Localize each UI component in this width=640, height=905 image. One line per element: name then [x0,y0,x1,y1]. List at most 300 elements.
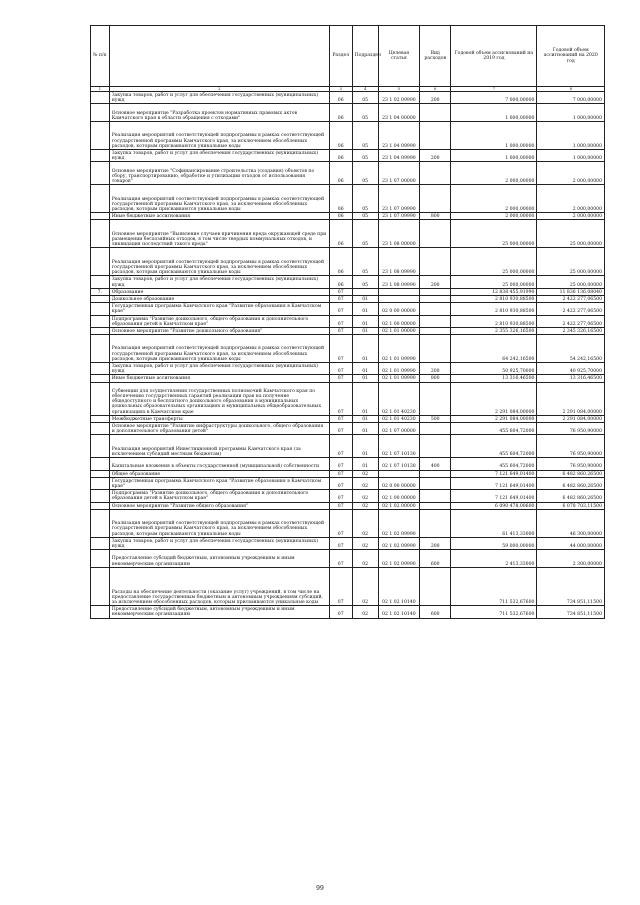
row-value-2020: 11 836 136,08040 [537,288,605,295]
row-vr [420,248,451,276]
row-vr: 200 [420,276,451,288]
row-podrazdel: 01 [352,303,378,315]
row-razdel: 07 [329,327,352,334]
row-vr [420,220,451,248]
row-csr: 02 0 00 00000 [378,303,420,315]
row-number [91,295,110,302]
row-name: Субвенции для осуществления государственных полномочий Камчатского края по обеспечению государственных гарантий реализации прав на получение общедоступного и бесплатного дошкольного образования в муниципальных дошкольных образовательных организациях и муниципальных общеобразовательных организациях в Камчатском крае [109,382,329,415]
row-value-2020: 2 422 277,06500 [537,295,605,302]
row-name: Образование [109,288,329,295]
row-number [91,220,110,248]
col-index: 3 [329,87,352,92]
row-number [91,567,110,605]
row-number [91,303,110,315]
row-csr: 02 1 02 00000 [378,502,420,509]
table-row [91,288,605,295]
row-vr [420,295,451,302]
row-value-2020: 40 925,70000 [537,363,605,375]
row-name: Подпрограмма "Развитие дошкольного, общего образования и дополнительного образования детей в Камчатском крае" [109,490,329,502]
row-value-2019: 25 000,00000 [451,248,537,276]
row-name: Межбюджетные трансферты [109,415,329,422]
row-vr [420,567,451,605]
row-razdel: 07 [329,477,352,489]
row-number [91,162,110,185]
row-number [91,276,110,288]
row-razdel: 07 [329,490,352,502]
row-podrazdel: 05 [352,121,378,149]
row-csr: 23 1 08 09990 [378,248,420,276]
row-csr: 23 1 07 09990 [378,185,420,213]
row-number [91,458,110,470]
table-row [91,550,605,568]
row-vr [420,470,451,477]
table-row [91,185,605,213]
row-number [91,121,110,149]
table-row [91,502,605,509]
table-row [91,149,605,161]
row-csr: 23 1 02 09990 [378,92,420,104]
row-csr: 02 1 00 00000 [378,315,420,327]
table-row [91,276,605,288]
row-name: Основное мероприятие "Развитие дошкольного образования" [109,327,329,334]
row-name: Реализация мероприятий соответствующей подпрограммы в рамках соответствующей государственной программы Камчатского края, за исключением обособленных расходов, которым присваиваются уникальные коды [109,509,329,537]
row-razdel: 07 [329,303,352,315]
row-number [91,335,110,363]
row-value-2019: 25 000,00000 [451,220,537,248]
table-row [91,315,605,327]
col-index: 5 [378,87,420,92]
row-value-2020: 25 000,00000 [537,276,605,288]
col-index: 6 [420,87,451,92]
row-csr: 02 1 07 00000 [378,423,420,435]
row-razdel: 07 [329,567,352,605]
row-vr: 400 [420,458,451,470]
row-number [91,550,110,568]
row-name: Подпрограмма "Развитие дошкольного, общего образования и дополнительного образования детей в Камчатском крае" [109,315,329,327]
row-value-2019: 711 532,67600 [451,567,537,605]
row-name: Дошкольное образование [109,295,329,302]
row-name: Предоставление субсидий бюджетным, автономным учреждениям и иным некоммерческим организациям [109,606,329,618]
row-value-2020: 2 291 084,00000 [537,415,605,422]
row-value-2019: 50 925,70000 [451,363,537,375]
row-razdel: 06 [329,248,352,276]
row-vr [420,435,451,458]
row-value-2019: 64 242,16500 [451,335,537,363]
row-csr: 02 1 02 10140 [378,567,420,605]
row-value-2020: 44 000,00000 [537,537,605,549]
row-podrazdel: 02 [352,537,378,549]
row-vr [420,335,451,363]
table-row [91,213,605,220]
row-value-2019: 455 604,72000 [451,423,537,435]
row-vr [420,477,451,489]
row-csr: 02 1 00 00000 [378,490,420,502]
row-name: Капитальные вложения в объекты государственной (муниципальной) собственности [109,458,329,470]
row-podrazdel: 05 [352,104,378,122]
row-podrazdel: 02 [352,502,378,509]
row-name: Государственная программа Камчатского края "Развитие образования в Камчатском крае" [109,303,329,315]
row-value-2019: 1 000,00000 [451,121,537,149]
row-number [91,213,110,220]
row-name: Государственная программа Камчатского края "Развитие образования в Камчатском крае" [109,477,329,489]
row-number [91,470,110,477]
row-value-2020: 13 316,46500 [537,375,605,382]
row-value-2020: 2 422 277,06500 [537,303,605,315]
row-vr: 200 [420,149,451,161]
row-csr: 02 1 01 00000 [378,327,420,334]
row-name: Основное мероприятие "Развитие инфраструктуры дошкольного, общего образования и дополнительного образования детей" [109,423,329,435]
row-value-2019: 2 000,00000 [451,213,537,220]
row-razdel: 06 [329,276,352,288]
row-value-2019: 2 291 084,00000 [451,382,537,415]
row-vr: 600 [420,550,451,568]
page-number: 99 [316,885,324,892]
row-name: Основное мероприятие "Выявление случаев причинения вреда окружающей среде при размещении бесхозяйных отходов, в том числе твердых коммунальных отходов, и ликвидация последствий такого вреда" [109,220,329,248]
row-value-2019: 1 000,00000 [451,149,537,161]
row-value-2020: 7 000,00000 [537,92,605,104]
row-csr: 23 1 07 09990 [378,213,420,220]
row-razdel: 06 [329,220,352,248]
row-razdel: 07 [329,435,352,458]
col-index: 2 [109,87,329,92]
row-vr [420,327,451,334]
row-csr [378,288,420,295]
row-value-2020: 6 482 860,26500 [537,477,605,489]
row-podrazdel: 01 [352,375,378,382]
header-2019: Годовой объем ассигнований на 2019 год [451,26,537,87]
row-name: Реализация мероприятий соответствующей подпрограммы в рамках соответствующей государственной программы Камчатского края, за исключением обособленных расходов, которым присваиваются уникальные коды [109,121,329,149]
row-podrazdel: 05 [352,220,378,248]
row-value-2020: 2 300,00000 [537,550,605,568]
table-row [91,121,605,149]
row-vr: 200 [420,363,451,375]
row-value-2019: 2 000,00000 [451,185,537,213]
row-value-2020: 6 482 860,26500 [537,470,605,477]
table-row [91,567,605,605]
row-razdel: 06 [329,104,352,122]
row-csr: 02 1 02 10140 [378,606,420,618]
row-value-2020: 734 851,11500 [537,606,605,618]
row-value-2019: 7 121 649,01400 [451,477,537,489]
budget-table [90,25,605,619]
table-row [91,458,605,470]
row-razdel: 07 [329,382,352,415]
row-podrazdel: 01 [352,295,378,302]
row-name: Иные бюджетные ассигнования [109,213,329,220]
row-value-2019: 7 121 649,01400 [451,470,537,477]
row-podrazdel: 01 [352,458,378,470]
row-razdel: 07 [329,295,352,302]
header-2020: Годовой объем ассигнований на 2020 год [537,26,605,87]
row-vr [420,121,451,149]
row-value-2020: 734 851,11500 [537,567,605,605]
row-csr: 02 1 02 09990 [378,550,420,568]
row-name: Закупка товаров, работ и услуг для обеспечения государственных (муниципальных) нужд [109,276,329,288]
row-podrazdel: 05 [352,213,378,220]
col-index: 1 [91,87,110,92]
row-podrazdel: 02 [352,550,378,568]
row-razdel: 06 [329,162,352,185]
row-csr: 02 1 01 40230 [378,415,420,422]
row-value-2019: 455 604,72000 [451,435,537,458]
row-value-2020: 1 000,00000 [537,104,605,122]
row-razdel: 06 [329,213,352,220]
row-name: Реализация мероприятий соответствующей подпрограммы в рамках соответствующей государственной программы Камчатского края, за исключением обособленных расходов, которым присваиваются уникальные коды [109,185,329,213]
table-row [91,162,605,185]
row-vr: 500 [420,415,451,422]
row-number [91,315,110,327]
row-razdel: 06 [329,185,352,213]
row-number [91,185,110,213]
row-number [91,415,110,422]
row-vr [420,303,451,315]
row-number [91,509,110,537]
row-razdel: 07 [329,335,352,363]
row-csr: 02 1 01 09990 [378,375,420,382]
row-name: Предоставление субсидий бюджетным, автономным учреждениям и иным некоммерческим организациям [109,550,329,568]
row-razdel: 07 [329,375,352,382]
table-row [91,435,605,458]
table-row [91,248,605,276]
row-csr: 23 1 07 00000 [378,162,420,185]
col-index: 4 [352,87,378,92]
row-number [91,149,110,161]
table-row [91,363,605,375]
row-csr: 02 1 07 10130 [378,458,420,470]
row-vr: 800 [420,213,451,220]
row-csr: 23 1 04 09990 [378,149,420,161]
row-value-2019: 711 532,67600 [451,606,537,618]
table-row [91,335,605,363]
table-row [91,606,605,618]
row-value-2019: 25 000,00000 [451,276,537,288]
row-podrazdel: 05 [352,149,378,161]
row-name: Реализация мероприятий соответствующей подпрограммы в рамках соответствующей государственной программы Камчатского края, за исключением обособленных расходов, которым присваиваются уникальные коды [109,248,329,276]
row-value-2019: 7 000,00000 [451,92,537,104]
row-value-2019: 59 000,00000 [451,537,537,549]
row-csr: 02 1 02 09990 [378,509,420,537]
row-csr: 02 1 07 10130 [378,435,420,458]
col-index: 8 [537,87,605,92]
row-name: Общее образование [109,470,329,477]
header-num: № п/п [91,26,110,87]
table-row [91,490,605,502]
row-value-2020: 1 000,00000 [537,121,605,149]
row-number [91,502,110,509]
row-csr [378,470,420,477]
table-row [91,104,605,122]
row-razdel: 06 [329,121,352,149]
row-podrazdel: 01 [352,382,378,415]
row-number [91,375,110,382]
row-podrazdel: 02 [352,567,378,605]
row-value-2020: 1 000,00000 [537,149,605,161]
table-row [91,375,605,382]
row-podrazdel: 05 [352,248,378,276]
row-vr: 600 [420,606,451,618]
row-name: Закупка товаров, работ и услуг для обеспечения государственных (муниципальных) нужд [109,363,329,375]
row-value-2019: 455 604,72000 [451,458,537,470]
row-number [91,327,110,334]
row-value-2020: 25 000,00000 [537,248,605,276]
row-value-2020: 6 078 703,11500 [537,502,605,509]
row-csr: 02 1 01 09990 [378,335,420,363]
row-podrazdel: 05 [352,185,378,213]
table-row [91,295,605,302]
table-row [91,382,605,415]
row-vr [420,162,451,185]
row-value-2019: 2 810 930,88500 [451,303,537,315]
row-podrazdel: 01 [352,363,378,375]
row-razdel: 07 [329,502,352,509]
row-csr: 23 1 08 00000 [378,220,420,248]
row-value-2019: 1 000,00000 [451,104,537,122]
col-index: 7 [451,87,537,92]
row-number [91,537,110,549]
row-value-2020: 2 291 084,00000 [537,382,605,415]
row-value-2020: 6 482 860,26500 [537,490,605,502]
row-podrazdel: 05 [352,162,378,185]
table-row [91,92,605,104]
row-name: Основное мероприятие "Разработка проектов нормативных правовых актов Камчатского края в области обращения с отходами" [109,104,329,122]
row-number [91,104,110,122]
row-value-2020: 2 000,00000 [537,213,605,220]
row-value-2020: 2 000,00000 [537,185,605,213]
row-razdel: 07 [329,458,352,470]
row-podrazdel: 02 [352,606,378,618]
row-value-2019: 2 413,33000 [451,550,537,568]
row-name: Закупка товаров, работ и услуг для обеспечения государственных (муниципальных) нужд [109,149,329,161]
header-name [109,26,329,87]
row-number [91,92,110,104]
header-podrazdel: Подраздел [352,26,378,87]
row-number [91,490,110,502]
row-value-2020: 76 950,90000 [537,423,605,435]
row-value-2019: 13 316,46500 [451,375,537,382]
table-row [91,415,605,422]
row-value-2019: 12 838 455,91990 [451,288,537,295]
row-vr [420,185,451,213]
row-value-2020: 2 000,00000 [537,162,605,185]
row-razdel: 07 [329,606,352,618]
header-razdel: Раздел [329,26,352,87]
table-row [91,303,605,315]
row-number: 7. [91,288,110,295]
row-number [91,248,110,276]
row-name: Реализация мероприятий соответствующей подпрограммы в рамках соответствующей государственной программы Камчатского края, за исключением обособленных расходов, которым присваиваются уникальные коды [109,335,329,363]
row-csr: 23 1 04 09990 [378,121,420,149]
row-vr [420,315,451,327]
row-number [91,477,110,489]
row-podrazdel: 02 [352,477,378,489]
row-podrazdel: 01 [352,335,378,363]
row-csr: 23 1 04 00000 [378,104,420,122]
row-razdel: 07 [329,509,352,537]
row-value-2020: 2 422 277,06500 [537,315,605,327]
table-row [91,537,605,549]
row-podrazdel [352,288,378,295]
row-vr [420,382,451,415]
row-razdel: 07 [329,363,352,375]
row-podrazdel: 02 [352,470,378,477]
row-csr [378,295,420,302]
row-csr: 02 1 02 09990 [378,537,420,549]
row-razdel: 07 [329,423,352,435]
row-vr [420,502,451,509]
row-name: Основное мероприятие "Развитие общего образования" [109,502,329,509]
row-podrazdel: 05 [352,276,378,288]
table-row [91,423,605,435]
row-number [91,363,110,375]
row-value-2019: 2 810 930,88500 [451,295,537,302]
row-name: Иные бюджетные ассигнования [109,375,329,382]
row-vr: 200 [420,537,451,549]
row-vr [420,423,451,435]
row-vr [420,490,451,502]
row-razdel: 06 [329,92,352,104]
row-csr: 23 1 08 09990 [378,276,420,288]
table-row [91,470,605,477]
row-podrazdel: 05 [352,92,378,104]
header-csr: Целевая статья [378,26,420,87]
row-number [91,606,110,618]
row-razdel: 06 [329,149,352,161]
table-row [91,220,605,248]
row-podrazdel: 01 [352,327,378,334]
row-value-2019: 2 000,00000 [451,162,537,185]
row-value-2020: 25 000,00000 [537,220,605,248]
row-value-2019: 2 810 930,88500 [451,315,537,327]
table-row [91,509,605,537]
header-vr: Вид расходов [420,26,451,87]
row-razdel: 07 [329,315,352,327]
row-value-2019: 2 355 326,16500 [451,327,537,334]
row-value-2020: 76 950,90000 [537,435,605,458]
row-number [91,382,110,415]
row-name: Закупка товаров, работ и услуг для обеспечения государственных (муниципальных) нужд [109,92,329,104]
row-csr: 02 0 00 00000 [378,477,420,489]
row-vr: 800 [420,375,451,382]
row-value-2020: 46 300,00000 [537,509,605,537]
row-razdel: 07 [329,288,352,295]
row-podrazdel: 02 [352,509,378,537]
row-name: Расходы на обеспечение деятельности (оказание услуг) учреждений, в том числе на предоставление государственным бюджетным и автономным учреждениям субсидий, за исключением обособленных расходов, которым присваиваются уникальные коды [109,567,329,605]
row-podrazdel: 01 [352,435,378,458]
row-podrazdel: 02 [352,490,378,502]
row-value-2019: 7 121 649,01400 [451,490,537,502]
row-value-2019: 2 291 084,00000 [451,415,537,422]
row-csr: 02 1 01 09990 [378,363,420,375]
row-vr: 200 [420,92,451,104]
row-number [91,423,110,435]
row-vr [420,104,451,122]
table-body [91,92,605,619]
row-podrazdel: 01 [352,315,378,327]
row-razdel: 07 [329,537,352,549]
row-podrazdel: 01 [352,423,378,435]
row-name: Реализация мероприятий Инвестиционной программы Камчатского края (за исключением субсидий местным бюджетам) [109,435,329,458]
row-razdel: 07 [329,550,352,568]
row-name: Основное мероприятие "Софинансирование строительства (создания) объектов по сбору, транспортированию, обработке и утилизации отходов от использования товаров" [109,162,329,185]
row-razdel: 07 [329,470,352,477]
row-number [91,435,110,458]
budget-sheet [90,25,605,619]
row-csr: 02 1 01 40230 [378,382,420,415]
table-row [91,477,605,489]
row-value-2019: 6 090 478,00600 [451,502,537,509]
row-razdel: 07 [329,415,352,422]
row-vr [420,288,451,295]
